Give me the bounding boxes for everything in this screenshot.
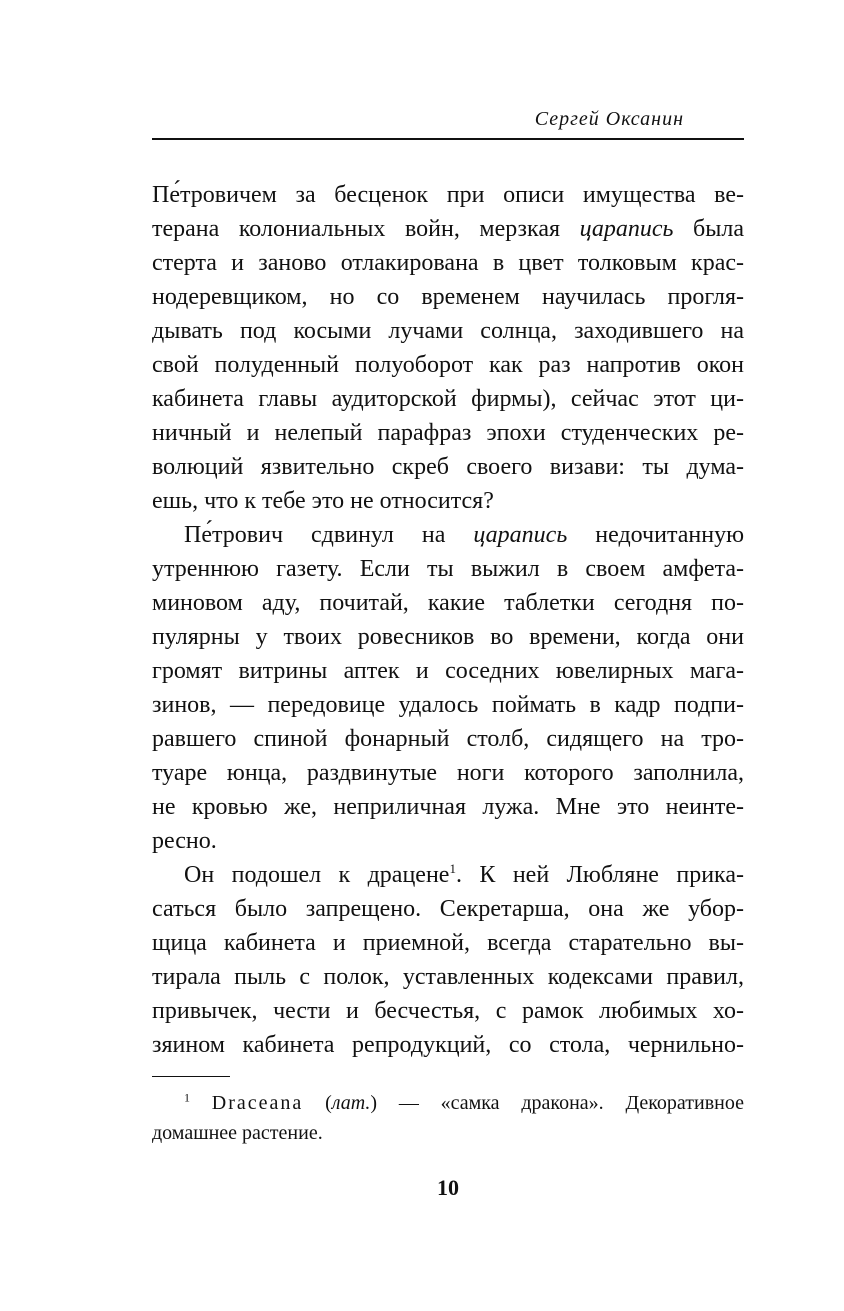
text-line: равшего спиной фонарный столб, сидящего на тро- [152, 726, 744, 752]
running-header [152, 108, 744, 138]
footnote-term: Draceana [211, 1092, 304, 1114]
text-line: Пе́тровичем за бесценок при описи имущества ве- [152, 182, 744, 208]
text-line: саться было запрещено. Секретарша, она же убор- [152, 896, 744, 922]
text-line: стерта и заново отлакирована в цвет толковым крас- [152, 250, 744, 276]
italic-word: царапись [473, 522, 568, 548]
italic-word: царапись [579, 216, 674, 242]
header-rule [152, 138, 744, 140]
text-line: Пе́трович сдвинул на царапись недочитанную [184, 522, 745, 548]
text-line: терана колониальных войн, мерзкая царапись была [152, 216, 744, 242]
text-line: щица кабинета и приемной, всегда старательно вы- [152, 930, 744, 956]
footnote-line: домашнее растение. [152, 1122, 323, 1144]
text-line: пулярны у твоих ровесников во времени, когда они [152, 624, 744, 650]
footnote-rule [152, 1076, 230, 1077]
footnote-line: $^1$ Draceana (лат.) — «самка дракона». Декоративное [184, 1090, 744, 1114]
text-line: ничный и нелепый парафраз эпохи студенческих ре- [152, 420, 744, 446]
text-line: утреннюю газету. Если ты выжил в своем амфета- [152, 556, 744, 582]
text-line: кабинета главы аудиторской фирмы), сейчас этот ци- [152, 386, 744, 412]
text-line: не кровью же, неприличная лужа. Мне это неинте- [152, 794, 744, 820]
text-line: миновом аду, почитай, какие таблетки сегодня по- [152, 590, 744, 616]
text-line: туаре юнца, раздвинутые ноги которого заполнила, [152, 760, 744, 786]
text-line: громят витрины аптек и соседних ювелирных мага- [152, 658, 744, 684]
running-head-author: Сергей Оксанин [534, 108, 684, 130]
text-line: нодеревщиком, но со временем научилась прогля- [152, 284, 744, 310]
text-line: ресно. [152, 828, 217, 854]
footnote-number: 1 [184, 1090, 190, 1105]
text-line: зяином кабинета репродукций, со стола, чернильно- [152, 1032, 744, 1058]
text-line: привычек, чести и бесчестья, с рамок любимых хо- [152, 998, 744, 1024]
text-line: зинов, — передовице удалось поймать в кадр подпи- [152, 692, 744, 718]
page-number: 10 [437, 1175, 459, 1200]
main-text [152, 178, 744, 1062]
footnote-marker: 1 [449, 861, 456, 876]
text-line: волюций язвительно скреб своего визави: ты дума- [152, 454, 744, 480]
text-line: ешь, что к тебе это не относится? [152, 488, 494, 514]
footnote-abbreviation: лат. [331, 1092, 371, 1114]
text-line: Он подошел к драцене$^1$. К ней Любляне прика- [184, 861, 745, 888]
text-line: свой полуденный полуоборот как раз напротив окон [152, 352, 744, 378]
text-line: тирала пыль с полок, уставленных кодексами правил, [152, 964, 744, 990]
footnote [152, 1088, 744, 1148]
text-line: дывать под косыми лучами солнца, заходившего на [152, 318, 744, 344]
